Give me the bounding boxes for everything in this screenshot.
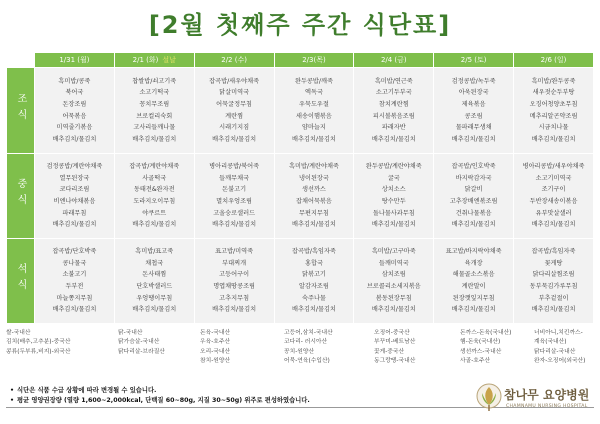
menu-item: 배추김치/물김치 (132, 221, 177, 229)
menu-item: 배추김치/물김치 (451, 221, 496, 229)
menu-cell (514, 68, 594, 154)
origin-column (118, 329, 165, 357)
menu-item: 엑독국 (304, 89, 323, 97)
meal-label (7, 68, 35, 154)
menu-item: 배추김치/물김치 (132, 306, 177, 314)
origin-item: 돈까스-돈육(국내산) (460, 330, 512, 336)
meal-label-text: 석식 (15, 263, 26, 296)
menu-item: 도라지오이무침 (133, 197, 176, 205)
menu-item: 브로콜리소세지볶음 (366, 282, 421, 290)
menu-item: 삼치조림 (381, 271, 406, 279)
menu-cell (354, 154, 434, 239)
menu-item: 코다리조림 (59, 186, 90, 194)
menu-cell (434, 68, 514, 154)
origin-column (200, 329, 230, 366)
menu-item: 새우젓순두부탕 (532, 89, 575, 97)
hospital-logo (476, 380, 596, 420)
menu-item: 흑미밥/계란야채죽 (289, 163, 339, 171)
meal-label (7, 154, 35, 239)
notes (10, 386, 310, 406)
menu-item: 배추김치/물김치 (531, 135, 576, 143)
menu-item: 배추김치/물김치 (212, 306, 257, 314)
menu-item: 잡곡밥/흑임자죽 (291, 248, 336, 256)
day-header (35, 53, 115, 68)
menu-item: 파래자반 (381, 124, 406, 132)
origin-item: 김치(배추,고추분)-중국산 (6, 339, 71, 346)
origin-column (6, 329, 70, 357)
menu-item: 소고기두부국 (375, 89, 412, 97)
menu-cell (35, 68, 115, 154)
logo-name: 참나무 요양병원 (504, 388, 590, 402)
menu-cell (434, 154, 514, 239)
menu-item: 흑미밥/완두콩죽 (531, 77, 576, 85)
meal-row (7, 154, 594, 239)
page-header (0, 4, 600, 46)
menu-item: 숙주나물 (301, 294, 326, 302)
origin-item: 쌀-국내산 (6, 330, 31, 336)
menu-item: 배추김치/물김치 (451, 135, 496, 143)
menu-item: 야쿠르트 (142, 209, 167, 217)
menu-item: 흑미밥/콩죽 (58, 77, 91, 85)
menu-item: 어묵볶음 (62, 112, 87, 120)
day-header (434, 53, 514, 68)
note-text: 식단은 식품 수급 상황에 따라 변경될 수 있습니다. (17, 387, 157, 394)
menu-item: 배추김치/물김치 (52, 221, 97, 229)
menu-item: 흑미밥/연근죽 (374, 77, 413, 85)
origin-item: 돈육-국내산 (200, 330, 231, 336)
menu-item: 잡곡밥/흑임자죽 (531, 248, 576, 256)
menu-item: 시금치나물 (538, 124, 569, 132)
menu-item: 채첩국 (145, 259, 164, 267)
menu-item: 브로컬리숙회 (136, 112, 173, 120)
day-header (514, 53, 594, 68)
menu-item: 굴국 (387, 174, 400, 182)
menu-item: 얌마늘지 (301, 124, 326, 132)
menu-item: 물파래무생채 (455, 124, 492, 132)
origin-column (374, 329, 415, 366)
menu-item: 배추김치/물김치 (371, 306, 416, 314)
bullet: • (10, 397, 15, 404)
origin-item: 햄-돈육(국내산) (460, 339, 501, 346)
menu-item: 생선까스 (301, 186, 326, 194)
menu-item: 배추김치/물김치 (212, 221, 257, 229)
origin-item: 부꾸미-베트남산 (374, 339, 416, 346)
menu-item: 조기구이 (541, 186, 566, 194)
note-item (10, 386, 310, 396)
menu-item: 열무된장국 (59, 174, 90, 182)
menu-item: 배추김치/물김치 (52, 135, 97, 143)
menu-item: 마늘쫑지무침 (56, 294, 93, 302)
meal-row (7, 68, 594, 154)
meal-label-text: 조식 (15, 93, 26, 125)
menu-item: 고추지무침 (219, 294, 250, 302)
menu-item: 탕수만두 (381, 197, 406, 205)
meal-row (7, 238, 594, 323)
origin-item: 고등어,삼치-국내산 (284, 330, 333, 336)
menu-item: 흑미밥/고구마죽 (371, 248, 416, 256)
menu-item: 완두콩밥/계란야채죽 (365, 163, 422, 171)
menu-item: 사골떡국 (142, 174, 167, 182)
menu-item: 시래기지짐 (219, 124, 250, 132)
menu-item: 두반장새송이볶음 (529, 197, 578, 205)
day-date: 2/6 (일) (540, 56, 567, 64)
menu-item: 두부전 (65, 282, 84, 290)
menu-item: 어묵굴정무침 (216, 100, 253, 108)
day-header-row (7, 53, 594, 68)
menu-item: 명엽채땅콩조림 (213, 282, 256, 290)
menu-item: 흑미밥/표고죽 (135, 248, 174, 256)
note-text: 평균 영양권장량 (열량 1,600~2,000kcal, 단백질 60~80g, 지질 30~50g) 위주로 편성하였습니다. (17, 397, 310, 404)
menu-item: 잡곡밥/단호박죽 (52, 248, 97, 256)
menu-item: 찹쌀밥/쇠고기죽 (132, 77, 177, 85)
day-date: 1/31 (월) (59, 56, 90, 64)
menu-item: 육개장 (464, 259, 483, 267)
meal-label-text: 중식 (15, 178, 26, 211)
menu-item: 꽃게탕 (544, 259, 563, 267)
menu-item: 배추김치/물김치 (291, 135, 336, 143)
origin-item: 사골-호주산 (460, 357, 491, 364)
day-header (274, 53, 354, 68)
menu-item: 부대찌개 (222, 259, 247, 267)
menu-item: 배추김치/물김치 (531, 306, 576, 314)
menu-item: 돌나물사과무침 (372, 209, 415, 217)
menu-cell (35, 154, 115, 239)
menu-item: 부추겉절이 (538, 294, 569, 302)
menu-item: 단호박샐러드 (136, 282, 173, 290)
day-date: 2/3(목) (302, 56, 326, 64)
origin-item: 생선까스-국내산 (460, 348, 502, 355)
menu-item: 잡곡밥/인호박죽 (451, 163, 496, 171)
menu-cell (274, 238, 354, 323)
logo-subtitle: CHAMNAMU NURSING HOSPITAL (506, 404, 588, 409)
menu-item: 홍합국 (304, 259, 323, 267)
menu-item: 건취나물볶음 (455, 209, 492, 217)
menu-item: 배추김치/물김치 (371, 135, 416, 143)
menu-item: 바지락감자국 (455, 174, 492, 182)
menu-item: 고등어구이 (219, 271, 250, 279)
menu-cell (354, 238, 434, 323)
menu-item: 동태전&완자전 (133, 186, 175, 194)
menu-cell (434, 238, 514, 323)
menu-item: 비엔나야채볶음 (53, 197, 96, 205)
menu-item: 닭다리살찜조림 (532, 271, 575, 279)
origin-item: 닭-국내산 (118, 330, 143, 336)
menu-item: 우엉땡이무침 (136, 294, 173, 302)
menu-item: 해물골소스볶음 (452, 271, 495, 279)
menu-body (7, 68, 594, 324)
menu-cell (194, 154, 274, 239)
menu-item: 잡채어묵볶음 (296, 197, 332, 205)
menu-item: 상치소스 (381, 186, 406, 194)
menu-cell (35, 238, 115, 323)
menu-item: 배추김치/물김치 (451, 306, 496, 314)
menu-item: 냉이된장국 (299, 174, 329, 182)
menu-item: 파래무침 (62, 209, 87, 217)
menu-cell (114, 154, 194, 239)
menu-item: 피시볼볶음조림 (372, 112, 415, 120)
menu-item: 유부맛살샐러 (535, 209, 572, 217)
bullet: • (10, 387, 15, 394)
menu-item: 돈사태찜 (142, 271, 167, 279)
menu-item: 검정콩밥/녹두죽 (451, 77, 496, 85)
origin-item: 오리-국내산 (200, 348, 231, 355)
origin-item: 완자-오징어(외국산) (534, 357, 586, 364)
menu-cell (114, 238, 194, 323)
menu-item: 된장깻잎지무침 (452, 294, 495, 302)
origin-item: 오징어-중국산 (374, 330, 410, 336)
day-header (114, 53, 194, 68)
menu-item: 꽁치무조림 (139, 100, 170, 108)
menu-item: 배추김치/물김치 (212, 135, 257, 143)
origin-item: 어묵-연육(수입산) (284, 357, 330, 364)
menu-item: 알감자조림 (299, 282, 329, 290)
menu-cell (354, 68, 434, 154)
menu-item: 닭갈비 (464, 186, 483, 194)
menu-item: 닭살미역국 (219, 89, 250, 97)
menu-item: 들깨무채국 (219, 174, 250, 182)
menu-item: 계란찜 (225, 112, 244, 120)
menu-cell (194, 68, 274, 154)
menu-cell (194, 238, 274, 323)
menu-item: 돈장조림 (62, 100, 87, 108)
menu-item: 봄동된장무침 (375, 294, 412, 302)
menu-item: 새송이햄볶음 (296, 112, 332, 120)
menu-item: 콩조림 (464, 112, 483, 120)
menu-item: 표고밥/바지락야채죽 (445, 248, 502, 256)
origin-item: 코다리- 러시아산 (284, 339, 328, 346)
menu-item: 잡곡밥/새우야채죽 (209, 77, 260, 85)
menu-item: 병아리콩밥/새우야채죽 (522, 163, 585, 171)
day-date: 2/2 (수) (221, 56, 247, 64)
menu-cell (514, 238, 594, 323)
origin-item: 닭다리살-브라질산 (118, 348, 165, 355)
menu-item: 배추김치/물김치 (371, 221, 416, 229)
menu-item: 배추김치/물김치 (52, 306, 97, 314)
menu-cell (114, 68, 194, 154)
menu-item: 북어국 (65, 89, 84, 97)
menu-item: 멸치우엉조림 (216, 197, 253, 205)
header-corner (7, 53, 35, 68)
oak-leaf-icon (476, 383, 502, 413)
menu-item: 닭볶고기 (301, 271, 326, 279)
menu-item: 고올숭로샐러드 (213, 209, 256, 217)
menu-item: 완두콩밥/깨죽 (294, 77, 333, 85)
menu-item: 검정콩밥/계란야채죽 (46, 163, 103, 171)
menu-item: 표고밥/미역죽 (215, 248, 254, 256)
menu-item: 돈불고기 (222, 186, 247, 194)
day-header (354, 53, 434, 68)
menu-item: 배추김치/물김치 (132, 135, 177, 143)
menu-item: 메추리알곤약조림 (529, 112, 578, 120)
menu-item: 배추김치/물김치 (291, 221, 336, 229)
menu-item: 배추김치/물김치 (291, 306, 336, 314)
origin-item: 계육(국내산) (534, 339, 567, 346)
origin-item: 꽃게-중국산 (374, 348, 405, 355)
origin-item: 꽁치-원양산 (284, 348, 315, 355)
menu-item: 고사리들깨나물 (133, 124, 176, 132)
menu-item: 제육볶음 (461, 100, 486, 108)
menu-cell (274, 68, 354, 154)
menu-item: 소불고기 (62, 271, 87, 279)
menu-item: 잡곡밥/계란야채죽 (129, 163, 180, 171)
menu-item: 아욱된장국 (458, 89, 489, 97)
menu-item: 참치계란찜 (378, 100, 409, 108)
origin-item: 참치-원양산 (200, 357, 231, 364)
page-title (149, 4, 451, 46)
origin-item: 닭가슴살-국내산 (118, 339, 160, 346)
menu-cell (514, 154, 594, 239)
day-header (194, 53, 274, 68)
menu-item: 미역줄기볶음 (56, 124, 93, 132)
origin-column (534, 329, 585, 366)
origin-item: 동그랑땡-국내산 (374, 357, 416, 364)
meal-label (7, 238, 35, 323)
menu-item: 우묵도우절 (299, 100, 329, 108)
menu-item: 계란말이 (461, 282, 486, 290)
menu-item: 배추김치/물김치 (531, 221, 576, 229)
origin-item: 너비아니,치킨까스- (534, 330, 583, 336)
menu-item: 오징어청양초무침 (529, 100, 578, 108)
menu-item: 소고기떡국 (139, 89, 170, 97)
origin-item: 콩류(두부류,비지)-외국산 (6, 348, 71, 355)
menu-item: 동부묵김가루무침 (529, 282, 578, 290)
day-date: 2/1 (화) (132, 56, 159, 64)
title-text: 2월 첫째주 주간 식단표 (161, 11, 439, 39)
weekly-menu-table (6, 52, 594, 324)
menu-item: 고추장배엔볶조림 (449, 197, 498, 205)
title-bracket-open: [ (148, 11, 162, 39)
menu-item: 소고기미역국 (535, 174, 572, 182)
day-date: 2/5 (토) (460, 56, 487, 64)
menu-cell (274, 154, 354, 239)
day-date: 2/4 (금) (380, 56, 407, 64)
menu-item: 무편지무침 (299, 209, 329, 217)
menu-item: 병아리콩밥/북어죽 (209, 163, 260, 171)
origin-column (460, 329, 511, 366)
menu-item: 콩나물국 (62, 259, 87, 267)
origin-item: 닭다리살-국내산 (534, 348, 576, 355)
note-item (10, 396, 310, 406)
title-bracket-close: ] (438, 11, 452, 39)
menu-item: 들깨미역국 (378, 259, 409, 267)
origin-item: 우육-호주산 (200, 339, 231, 346)
origin-column (284, 329, 333, 366)
holiday-label: 설날 (162, 56, 176, 64)
